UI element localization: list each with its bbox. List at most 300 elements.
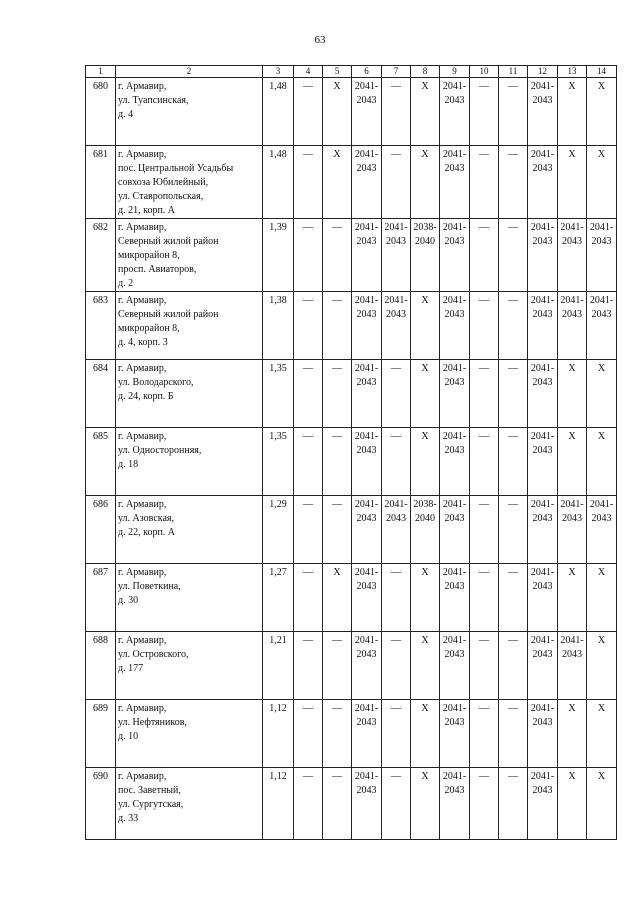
period-value: X [597,567,606,578]
period-value: — [332,771,342,782]
period-cell-c6 [352,496,382,564]
period-value: — [332,222,342,233]
period-value: 2041- 2043 [530,222,555,247]
table-row [86,292,617,360]
period-cell-c8 [411,632,440,700]
address-cell [116,564,263,632]
period-value: 2041- 2043 [354,81,379,106]
row-number: 683 [86,292,116,360]
period-value: 2041- 2043 [354,295,379,320]
row-number: 681 [86,146,116,219]
period-cell-c12 [528,700,558,768]
address-line: ул. Сургутская, [118,799,184,810]
address-cell [116,219,263,292]
period-value: 2041- 2043 [442,295,467,320]
period-value: — [508,567,518,578]
period-value: 2041- 2043 [354,363,379,388]
row-number: 689 [86,700,116,768]
column-header: 11 [499,66,528,78]
period-cell-c13 [558,292,587,360]
area-cell: 1,48 [263,146,294,219]
period-cell-c9 [440,768,470,840]
address-line: совхоза Юбилейный, [118,177,209,188]
register-table [85,65,617,840]
period-cell-c14 [587,428,617,496]
period-value: — [303,363,313,374]
period-value: — [479,567,489,578]
period-value: 2041- 2043 [384,295,408,320]
period-value: — [332,703,342,714]
table-row [86,632,617,700]
column-header: 1 [86,66,116,78]
period-value: 2041- 2043 [442,222,467,247]
table-row [86,768,617,840]
address-cell [116,632,263,700]
period-value: 2041- 2043 [560,295,584,320]
address-line: д. 30 [118,595,139,606]
address-line: д. 24, корп. Б [118,391,174,402]
address-line: ул. Нефтяников, [118,717,187,728]
address-line: г. Армавир, [118,635,167,646]
period-value: 2041- 2043 [384,222,408,247]
period-cell-c13 [558,700,587,768]
period-cell-c4 [294,219,323,292]
period-value: 2041- 2043 [530,567,555,592]
table-row [86,700,617,768]
period-value: 2041- 2043 [442,81,467,106]
period-cell-c13 [558,219,587,292]
period-cell-c6 [352,564,382,632]
period-cell-c10 [470,360,499,428]
period-cell-c7 [382,428,411,496]
period-cell-c4 [294,768,323,840]
period-value: — [391,635,401,646]
column-header: 8 [411,66,440,78]
period-cell-c13 [558,360,587,428]
page-number: 63 [314,34,326,46]
period-value: — [479,363,489,374]
period-value: — [508,149,518,160]
period-cell-c7 [382,292,411,360]
period-cell-c7 [382,768,411,840]
period-cell-c6 [352,700,382,768]
address-line: г. Армавир, [118,771,167,782]
period-cell-c9 [440,564,470,632]
period-cell-c7 [382,219,411,292]
address-line: д. 2 [118,278,134,289]
period-value: X [568,431,576,442]
period-value: 2041- 2043 [530,771,555,796]
period-value: 2041- 2043 [589,499,614,524]
period-value: 2038- 2040 [413,499,437,524]
period-cell-c4 [294,360,323,428]
address-line: микрорайон 8, [118,323,180,334]
period-value: 2041- 2043 [354,222,379,247]
period-cell-c6 [352,360,382,428]
period-cell-c4 [294,632,323,700]
address-line: г. Армавир, [118,499,167,510]
period-cell-c11 [499,768,528,840]
period-cell-c11 [499,360,528,428]
period-value: — [391,149,401,160]
period-cell-c9 [440,632,470,700]
table-row [86,360,617,428]
period-value: — [508,363,518,374]
period-value: X [333,81,341,92]
period-value: X [568,81,576,92]
period-cell-c11 [499,219,528,292]
period-value: X [333,567,341,578]
period-value: 2041- 2043 [354,149,379,174]
period-cell-c11 [499,496,528,564]
period-cell-c14 [587,146,617,219]
address-line: д. 177 [118,663,144,674]
period-cell-c13 [558,632,587,700]
address-line: д. 4 [118,109,134,120]
period-value: — [332,363,342,374]
period-value: X [568,149,576,160]
period-cell-c14 [587,360,617,428]
address-cell [116,360,263,428]
period-cell-c11 [499,700,528,768]
period-cell-c6 [352,146,382,219]
period-value: — [303,567,313,578]
period-cell-c5 [323,146,352,219]
period-value: — [391,703,401,714]
period-value: 2041- 2043 [442,499,467,524]
period-cell-c7 [382,78,411,146]
period-value: 2041- 2043 [530,703,555,728]
period-value: X [597,703,606,714]
period-value: X [421,363,429,374]
period-cell-c7 [382,632,411,700]
row-number: 685 [86,428,116,496]
period-value: — [303,149,313,160]
period-value: — [303,431,313,442]
period-value: — [508,499,518,510]
column-header: 13 [558,66,587,78]
row-number: 690 [86,768,116,840]
period-cell-c7 [382,360,411,428]
period-value: — [391,431,401,442]
period-value: X [421,431,429,442]
period-cell-c9 [440,360,470,428]
period-value: X [421,149,429,160]
period-value: — [332,431,342,442]
address-line: ул. Поветкина, [118,581,181,592]
area-cell: 1,12 [263,768,294,840]
area-cell: 1,35 [263,428,294,496]
period-value: 2041- 2043 [589,295,614,320]
period-value: — [303,499,313,510]
area-cell: 1,48 [263,78,294,146]
address-cell [116,700,263,768]
period-cell-c10 [470,700,499,768]
period-cell-c7 [382,564,411,632]
table-row [86,564,617,632]
period-cell-c6 [352,428,382,496]
period-value: — [303,295,313,306]
period-cell-c14 [587,700,617,768]
period-value: — [391,363,401,374]
period-cell-c13 [558,428,587,496]
period-value: — [479,295,489,306]
period-value: 2041- 2043 [530,499,555,524]
period-value: — [479,771,489,782]
period-cell-c7 [382,700,411,768]
period-value: 2041- 2043 [560,222,584,247]
period-value: 2041- 2043 [442,703,467,728]
address-line: ул. Володарского, [118,377,194,388]
period-value: X [421,635,429,646]
period-cell-c13 [558,496,587,564]
period-cell-c9 [440,146,470,219]
area-cell: 1,29 [263,496,294,564]
period-cell-c7 [382,496,411,564]
address-line: ул. Азовская, [118,513,175,524]
header-row [86,66,617,78]
period-cell-c10 [470,632,499,700]
row-number: 682 [86,219,116,292]
period-cell-c14 [587,219,617,292]
period-cell-c5 [323,292,352,360]
period-value: 2041- 2043 [442,431,467,456]
period-value: 2041- 2043 [530,431,555,456]
address-line: д. 22, корп. А [118,527,176,538]
period-cell-c10 [470,564,499,632]
period-value: X [421,703,429,714]
period-cell-c6 [352,632,382,700]
address-cell [116,146,263,219]
period-cell-c5 [323,768,352,840]
period-value: — [303,81,313,92]
area-cell: 1,21 [263,632,294,700]
address-line: г. Армавир, [118,703,167,714]
address-line: микрорайон 8, [118,250,180,261]
period-cell-c10 [470,292,499,360]
period-cell-c13 [558,564,587,632]
period-value: 2041- 2043 [354,771,379,796]
row-number: 686 [86,496,116,564]
period-cell-c10 [470,219,499,292]
area-cell: 1,35 [263,360,294,428]
column-header: 6 [352,66,382,78]
table-row [86,219,617,292]
period-value: X [568,771,576,782]
period-value: X [421,295,429,306]
period-cell-c4 [294,292,323,360]
period-value: X [568,363,576,374]
period-cell-c12 [528,496,558,564]
period-value: — [479,81,489,92]
period-cell-c12 [528,219,558,292]
period-cell-c8 [411,219,440,292]
address-line: д. 18 [118,459,139,470]
period-cell-c6 [352,292,382,360]
period-cell-c11 [499,428,528,496]
address-line: пос. Заветный, [118,785,181,796]
period-cell-c4 [294,564,323,632]
period-cell-c5 [323,219,352,292]
period-value: X [421,81,429,92]
period-cell-c14 [587,496,617,564]
period-cell-c9 [440,219,470,292]
period-cell-c11 [499,632,528,700]
period-value: 2041- 2043 [442,363,467,388]
period-cell-c12 [528,78,558,146]
period-value: — [303,222,313,233]
period-value: X [597,149,606,160]
period-cell-c6 [352,768,382,840]
period-cell-c5 [323,632,352,700]
period-value: — [508,635,518,646]
period-value: 2041- 2043 [442,771,467,796]
column-header: 10 [470,66,499,78]
period-cell-c14 [587,292,617,360]
period-value: 2041- 2043 [354,567,379,592]
period-cell-c9 [440,700,470,768]
period-cell-c11 [499,292,528,360]
period-value: X [568,703,576,714]
period-cell-c8 [411,146,440,219]
column-header: 2 [116,66,263,78]
period-cell-c5 [323,78,352,146]
address-cell [116,428,263,496]
period-cell-c5 [323,564,352,632]
period-cell-c9 [440,292,470,360]
column-header: 5 [323,66,352,78]
period-value: — [391,81,401,92]
period-cell-c8 [411,78,440,146]
row-number: 687 [86,564,116,632]
period-value: X [421,771,429,782]
row-number: 684 [86,360,116,428]
table-row [86,78,617,146]
period-cell-c4 [294,700,323,768]
period-cell-c8 [411,292,440,360]
period-value: 2041- 2043 [442,149,467,174]
period-value: 2041- 2043 [354,703,379,728]
period-value: — [391,771,401,782]
period-value: 2041- 2043 [530,149,555,174]
address-line: ул. Односторонняя, [118,445,202,456]
column-header: 9 [440,66,470,78]
period-cell-c11 [499,146,528,219]
period-cell-c14 [587,564,617,632]
period-cell-c12 [528,428,558,496]
period-cell-c10 [470,78,499,146]
address-line: Северный жилой район [118,309,219,320]
period-cell-c10 [470,146,499,219]
period-value: — [391,567,401,578]
period-cell-c6 [352,219,382,292]
address-line: д. 21, корп. А [118,205,176,216]
period-value: — [332,295,342,306]
address-line: просп. Авиаторов, [118,264,197,275]
period-value: — [508,222,518,233]
period-value: — [508,81,518,92]
period-cell-c12 [528,360,558,428]
period-cell-c9 [440,78,470,146]
period-cell-c10 [470,768,499,840]
period-value: — [332,635,342,646]
period-cell-c8 [411,360,440,428]
period-cell-c5 [323,496,352,564]
period-cell-c14 [587,768,617,840]
period-cell-c12 [528,632,558,700]
address-line: ул. Островского, [118,649,189,660]
address-line: д. 33 [118,813,139,824]
period-value: 2041- 2043 [560,499,584,524]
period-value: — [479,431,489,442]
address-line: Северный жилой район [118,236,219,247]
period-value: 2041- 2043 [530,635,555,660]
period-value: 2041- 2043 [530,295,555,320]
period-cell-c4 [294,146,323,219]
address-line: д. 4, корп. 3 [118,337,168,348]
period-value: 2041- 2043 [560,635,584,660]
period-value: X [597,431,606,442]
period-value: 2041- 2043 [530,363,555,388]
period-cell-c7 [382,146,411,219]
address-cell [116,292,263,360]
period-value: 2041- 2043 [354,431,379,456]
period-value: 2041- 2043 [442,567,467,592]
address-line: г. Армавир, [118,431,167,442]
address-cell [116,496,263,564]
period-value: X [597,635,606,646]
period-cell-c8 [411,428,440,496]
period-value: — [508,771,518,782]
column-header: 12 [528,66,558,78]
period-cell-c8 [411,564,440,632]
address-line: ул. Ставропольская, [118,191,204,202]
column-header: 3 [263,66,294,78]
column-header: 4 [294,66,323,78]
period-value: — [508,295,518,306]
period-value: X [568,567,576,578]
period-cell-c12 [528,564,558,632]
period-cell-c9 [440,496,470,564]
address-line: пос. Центральной Усадьбы [118,163,234,174]
period-cell-c12 [528,768,558,840]
period-cell-c10 [470,428,499,496]
area-cell: 1,39 [263,219,294,292]
period-value: — [303,635,313,646]
period-cell-c4 [294,496,323,564]
period-cell-c9 [440,428,470,496]
table-row [86,428,617,496]
column-header: 14 [587,66,617,78]
address-line: д. 10 [118,731,139,742]
row-number: 688 [86,632,116,700]
period-cell-c14 [587,78,617,146]
period-value: X [597,81,606,92]
column-header: 7 [382,66,411,78]
period-cell-c5 [323,700,352,768]
period-value: — [479,635,489,646]
address-line: г. Армавир, [118,567,167,578]
period-cell-c11 [499,564,528,632]
period-value: 2041- 2043 [589,222,614,247]
period-cell-c6 [352,78,382,146]
period-value: X [421,567,429,578]
period-cell-c12 [528,146,558,219]
address-cell [116,768,263,840]
period-cell-c8 [411,768,440,840]
row-number: 680 [86,78,116,146]
period-cell-c12 [528,292,558,360]
